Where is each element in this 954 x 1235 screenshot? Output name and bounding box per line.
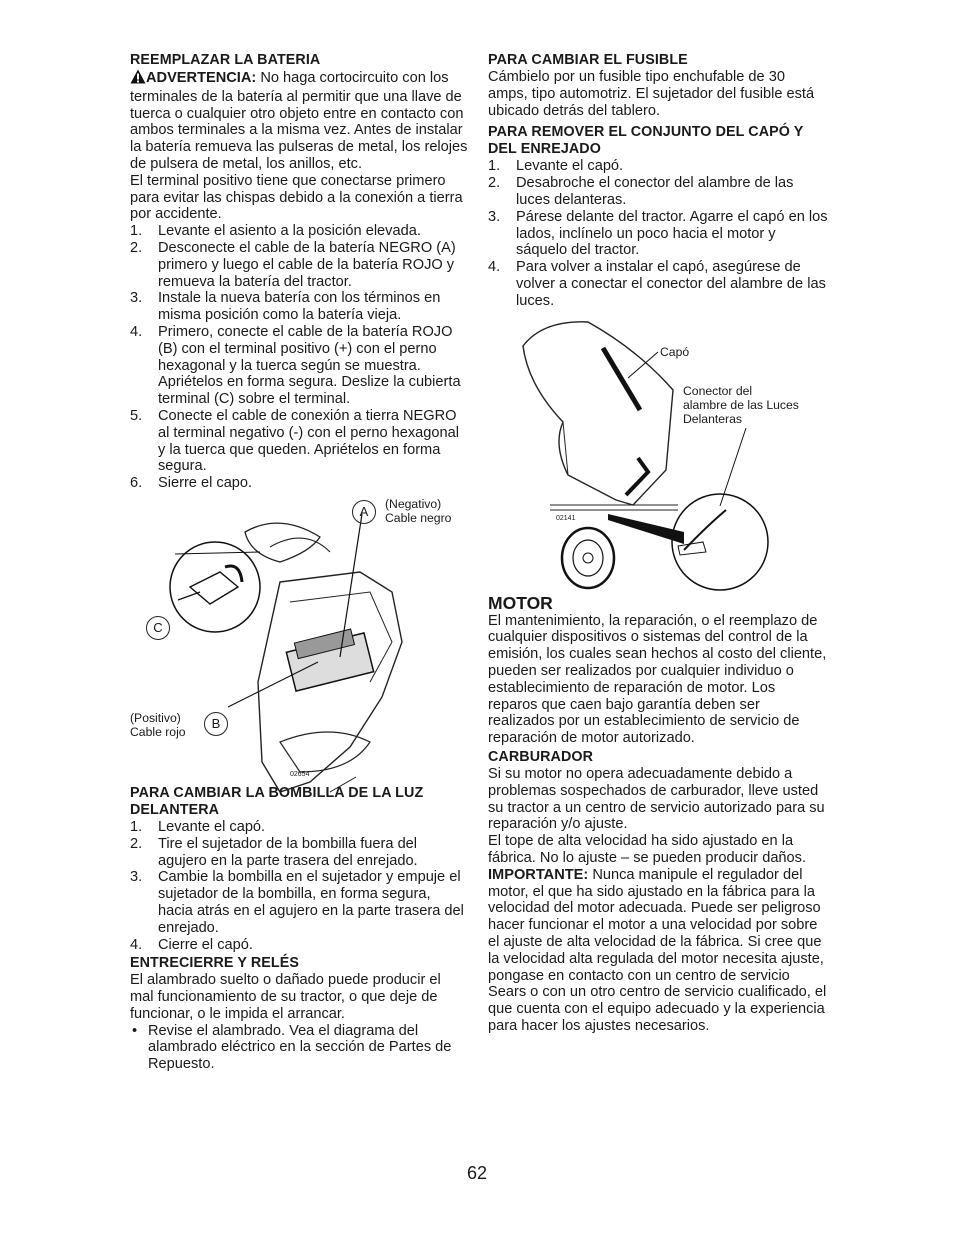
step-item [130, 836, 468, 870]
conector-label-line3: Delanteras [683, 411, 742, 426]
warning-icon [130, 69, 146, 89]
step-text: Sierre el capo. [158, 475, 253, 492]
callout-a: A [352, 500, 376, 524]
hood-part-no: 02141 [556, 514, 576, 522]
step-text: Desabroche el conector del alambre de las luces delanteras. [516, 175, 794, 208]
bullet-item [130, 1023, 468, 1073]
callout-c: C [146, 616, 170, 640]
negativo-label: (Negativo) [385, 496, 442, 511]
step-text: Cambie la bombilla en el sujetador y empuje el sujetador de la bombilla, en forma segura, hacia atrás en el agujero en la parte trasera del enrejado. [158, 869, 464, 936]
step-item [130, 408, 468, 475]
step-item [488, 158, 828, 175]
step-number: 1. [488, 158, 501, 175]
step-text: Párese delante del tractor. Agarre el capó en los lados, inclínelo un poco hacia el motor y sáquelo del tractor. [516, 208, 828, 259]
battery-note: El terminal positivo tiene que conectarse primero para evitar las chispas debido a la conexión a tierra por accidente. [130, 172, 463, 223]
step-item [130, 937, 468, 954]
step-item [130, 819, 468, 836]
cable-rojo-label: Cable rojo [130, 724, 186, 739]
battery-illustration [130, 492, 468, 808]
callout-b: B [204, 712, 228, 736]
step-item [130, 324, 468, 408]
step-number: 6. [130, 475, 143, 492]
wiring-bullets [130, 1023, 468, 1073]
step-text: Conecte el cable de conexión a tierra NEGRO al terminal negativo (-) con el perno hexagonal y la tuerca que queden. Apriételos en forma segura. [158, 407, 459, 475]
fuse-text: Cámbielo por un fusible tipo enchufable de 30 amps, tipo automotriz. El sujetador del fusible está ubicado detrás del tablero. [488, 69, 815, 119]
wiring-heading: ENTRECIERRE Y RELÉS [130, 955, 300, 972]
step-item [130, 223, 468, 240]
motor-heading: MOTOR [488, 592, 553, 613]
cable-negro-label: Cable negro [385, 510, 452, 525]
bullet-text: Revise el alambrado. Vea el diagrama del alambrado eléctrico en la sección de Partes de Repuesto. [148, 1022, 452, 1073]
carb-heading: CARBURADOR [488, 748, 594, 765]
fuse-heading: PARA CAMBIAR EL FUSIBLE [488, 52, 688, 68]
step-text: Instale la nueva batería con los términos en misma posición como la batería vieja. [158, 290, 441, 324]
important-label: IMPORTANTE: [488, 866, 589, 883]
step-item [130, 475, 468, 492]
step-text: Levante el capó. [158, 818, 266, 835]
bulb-heading: PARA CAMBIAR LA BOMBILLA DE LA LUZ DELANTERA [130, 784, 424, 818]
warning-text: No haga cortocircuito con los terminales de la batería al permitir que una llave de tuerca o cualquier otro objeto entre en contacto con ambos terminales a la misma vez. Antes de instalar la batería remueva las pulseras de metal, los relojes de pulsera de metal, los anillos, etc. [130, 70, 468, 172]
hood-figure [488, 310, 828, 593]
step-text: Levante el asiento a la posición elevada. [158, 223, 421, 240]
battery-figure [130, 492, 468, 808]
step-number: 5. [130, 407, 143, 424]
step-number: 2. [130, 835, 143, 852]
carb-important [488, 867, 828, 1035]
wiring-text: El alambrado suelto o dañado puede producir el mal funcionamiento de su tractor, o que deje de funcionar, o le impida el arrancar. [130, 972, 441, 1022]
step-number: 2. [130, 239, 143, 256]
capo-label: Capó [660, 344, 690, 359]
conector-label-line2: alambre de las Luces [683, 397, 799, 412]
step-number: 3. [130, 290, 143, 307]
step-item [130, 240, 468, 290]
step-text: Levante el capó. [516, 158, 624, 175]
step-number: 4. [488, 259, 501, 276]
step-number: 3. [130, 869, 143, 886]
hood-illustration [488, 310, 828, 593]
step-text: Para volver a instalar el capó, asegúrese de volver a conectar el conector del alambre de las luces. [516, 259, 826, 309]
step-number: 1. [130, 223, 143, 240]
positivo-label: (Positivo) [130, 710, 181, 725]
carb-text-2: El tope de alta velocidad ha sido ajustado en la fábrica. No lo ajuste – se pueden producir daños. [488, 833, 807, 866]
hood-steps [488, 158, 828, 309]
step-item [488, 259, 828, 309]
step-text: Tire el sujetador de la bombilla fuera del agujero en la parte trasera del enrejado. [158, 835, 418, 869]
important-text: Nunca manipule el regulador del motor, el que ha sido ajustado en la fábrica para la velocidad del motor adecuada. Puede ser peligroso hacer funcionar el motor a una velocidad por sobre el ajuste de alta velocidad de la fábrica. Si cree que la velocidad alta regulada del motor necesita ajuste, pongase en contacto con un centro de servicio Sears o con un otro centro de servicio cualificado, el que cuenta con el equipo adecuado y la experiencia para hacer los ajustes necesarios. [488, 866, 827, 1034]
battery-steps [130, 223, 468, 492]
step-text: Desconecte el cable de la batería NEGRO (A) primero y luego el cable de la batería ROJO y remueva la batería del tractor. [158, 239, 456, 290]
bulb-steps [130, 819, 468, 953]
warning-label: ADVERTENCIA: [146, 70, 257, 86]
motor-text: El mantenimiento, la reparación, o el reemplazo de cualquier dispositivos o sistemas del control de la emisión, los cuales sean hechos al costo del cliente, pueden ser realizados por cualquier individuo o establecimiento de reparación de motor. Los reparos que caen bajo garantía deben ser realizados por un establecimiento de servicio de reparación de motor autorizado. [488, 612, 827, 747]
step-item [488, 175, 828, 209]
step-item [130, 869, 468, 936]
step-number: 4. [130, 936, 143, 953]
step-text: Primero, conecte el cable de la batería ROJO (B) con el terminal positivo (+) con el perno hexagonal y la tuerca según se muestra. Apriételos en forma segura. Deslize la cubierta terminal (C) sobre el terminal. [158, 323, 461, 408]
bullet-icon: • [132, 1022, 138, 1039]
step-number: 4. [130, 323, 143, 340]
step-item [130, 290, 468, 324]
step-number: 3. [488, 208, 501, 225]
conector-label-line1: Conector del [683, 383, 753, 398]
battery-warning [130, 69, 468, 173]
step-text: Cierre el capó. [158, 936, 253, 953]
battery-heading: REEMPLAZAR LA BATERIA [130, 52, 321, 68]
step-number: 1. [130, 818, 143, 835]
step-item [488, 209, 828, 259]
left-column [130, 52, 468, 1073]
hood-heading: PARA REMOVER EL CONJUNTO DEL CAPÓ Y DEL ENREJADO [488, 124, 804, 158]
battery-part-no: 02654 [290, 770, 310, 778]
page-number: 62 [466, 1163, 488, 1183]
carb-text-1: Si su motor no opera adecuadamente debido a problemas sospechados de carburador, lleve usted su tractor a un centro de servicio autorizado para su reparación y/o ajuste. [488, 765, 825, 833]
step-number: 2. [488, 175, 501, 192]
right-column [488, 52, 828, 1035]
